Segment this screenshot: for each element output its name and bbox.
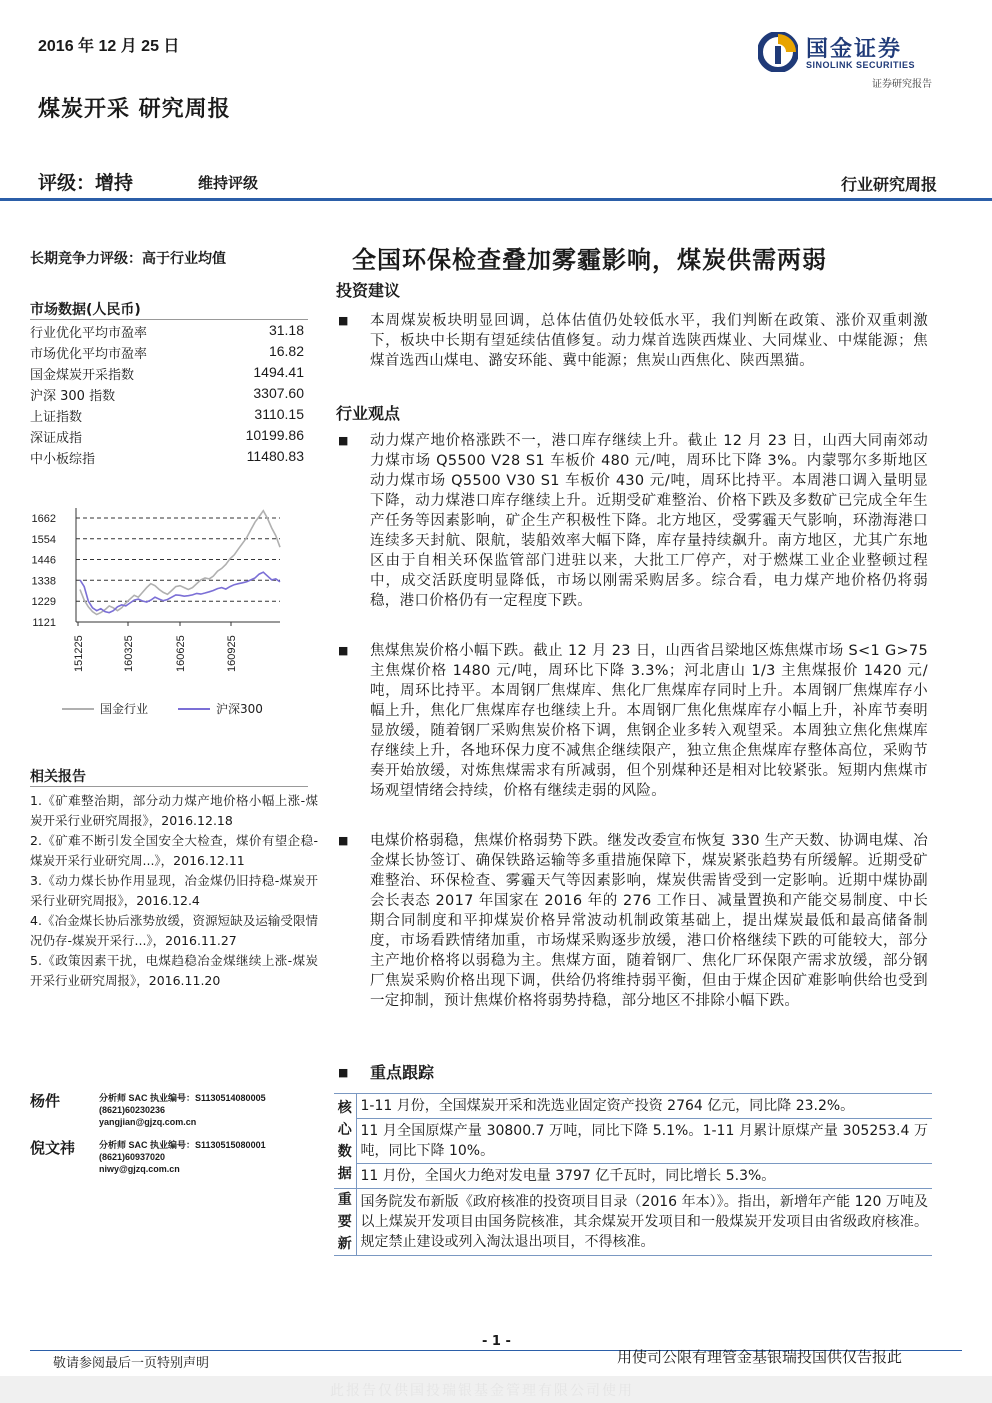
legend-label-industry: 国金行业 (100, 702, 149, 716)
investment-paragraph: 本周煤炭板块明显回调，总体估值仍处较低水平，我们判断在政策、涨价双重刺激下，板块中长期有望延续估值修复。动力煤首选陕西煤业、大同煤业、中煤能源；焦煤首选西山煤电、潞安环能、冀中能源；焦炭山西焦化、陕西黑猫。 (370, 313, 928, 369)
table-cell: 1-11 月份，全国煤炭开采和洗选业固定资产投资 2764 亿元，同比降 23.2%。 (356, 1094, 932, 1119)
section-heading-focus: 重点跟踪 (370, 1063, 435, 1082)
market-data-value: 10199.86 (245, 427, 304, 443)
group-label-char: 新 (337, 1236, 352, 1252)
x-tick-label: 160925 (226, 635, 238, 672)
section-heading-view: 行业观点 (336, 404, 401, 423)
analyst-license: 分析师 SAC 执业编号：S1130515080001 (99, 1140, 266, 1150)
legend-label-hs300: 沪深300 (216, 702, 263, 716)
footer-right-text: 用使司公限有理管金基银瑞投国供仅告报此 (617, 1348, 903, 1366)
market-data-row (30, 343, 304, 364)
bullet-icon: ■ (338, 644, 349, 657)
analyst-phone: (8621)60937020 (99, 1152, 166, 1162)
y-tick-label: 1662 (31, 513, 56, 525)
x-tick-label: 160625 (175, 635, 187, 672)
report-category: 煤炭开采 研究周报 (38, 96, 231, 122)
related-reports-list (30, 791, 318, 991)
market-data-label: 市场优化平均市盈率 (30, 347, 148, 362)
y-tick-label: 1338 (31, 575, 56, 588)
analyst-email[interactable]: yangjian@gjzq.com.cn (99, 1117, 197, 1127)
group-label-char: 核 (337, 1100, 352, 1116)
market-data-value: 11480.83 (246, 448, 304, 464)
legend-swatch-hs300 (178, 708, 210, 710)
rating-action: 维持评级 (198, 174, 259, 192)
analyst-info (99, 1092, 266, 1128)
market-data-label: 深证成指 (30, 431, 83, 446)
watermark-text: 此报告仅供国投瑞银基金管理有限公司使用 (330, 1383, 634, 1399)
x-tick-label: 151225 (73, 635, 85, 672)
table-row (334, 1094, 932, 1119)
page-number: - 1 - (482, 1334, 511, 1349)
series-line-industry (80, 511, 280, 615)
analyst-info (99, 1139, 266, 1175)
related-reports-title: 相关报告 (30, 769, 86, 785)
market-data-row (30, 427, 304, 448)
view-paragraph-power-coal: 电煤价格弱稳，焦煤价格弱势下跌。继发改委宣布恢复 330 生产天数、协调电煤、冶金煤长协签订、确保铁路运输等多重措施保障下，煤炭紧张趋势有所缓解。近期受矿难整治、环保检查、雾霾天气等因素影响，煤炭供需皆受到一定影响。近期中煤协副会长表态 2017 年国家在 2016 年的 276 工作日、减量置换和产能交易制度、中长期合同制度和平抑煤炭价格异常波动机制政策基础上，提出煤炭最低和最高储备制度，市场看跌情绪加重，市场煤采购逐步放缓，港口价格继续下跌的可能较大，部分主产地价格将以弱稳为主。焦煤方面，随着钢厂、焦化厂环保限产需求放缓，部分钢厂焦炭采购价格出现下调，供给仍将维持弱平衡，但由于煤企因矿难影响供给也受到一定抑制，预计焦煤价格将弱势持稳，部分地区不排除小幅下跌。 (370, 833, 928, 1009)
analyst-card (30, 1137, 320, 1177)
focus-table (334, 1093, 932, 1256)
footer-disclaimer: 敬请参阅最后一页特别声明 (53, 1356, 210, 1371)
market-data-value: 16.82 (268, 343, 304, 359)
long-term-rating: 长期竞争力评级：高于行业均值 (30, 251, 226, 267)
group-label-important-news (334, 1189, 356, 1256)
analyst-license: 分析师 SAC 执业编号：S1130514080005 (99, 1093, 266, 1103)
market-data-row (30, 322, 304, 343)
report-date: 2016 年 12 月 25 日 (38, 38, 180, 55)
chart-legend (62, 700, 263, 717)
market-data-label: 上证指数 (30, 410, 83, 425)
related-reports-divider (30, 786, 308, 787)
market-data-row (30, 448, 304, 469)
group-label-char: 心 (337, 1122, 352, 1138)
view-paragraph-thermal-coal: 动力煤产地价格涨跌不一，港口库存继续上升。截止 12 月 23 日，山西大同南郊动力煤市场 Q5500 V28 S1 车板价 480 元/吨，周环比下降 3%。内蒙鄂尔多斯地区动力煤市场 Q5500 V30 S1 车板价 430 元/吨，周环比持平。本周港口调入量明显下降，动力煤港口库存继续上升。近期受矿难整治、价格下跌及多数矿已完成全年生产任务等因素影响，矿企生产积极性下降。北方地区，受雾霾天气影响，环渤海港口连续多天封航、限航，装船效率大幅下降，库存量持续飙升。南方地区，尤其广东地区由于自相关环保监管部门进驻以来，大批工厂停产，对于燃煤工业企业整顿过程中，成交活跃度明显降低，市场以刚需采购居多。综合看，电力煤产地价格仍将弱稳，港口价格仍有一定程度下跌。 (370, 433, 928, 609)
market-data-value: 1494.41 (253, 364, 304, 380)
legend-swatch-industry (62, 708, 94, 710)
group-label-char: 据 (337, 1166, 352, 1182)
market-data-value: 3307.60 (253, 385, 304, 401)
market-data-label: 中小板综指 (30, 452, 96, 467)
bullet-icon: ■ (338, 834, 349, 847)
bullet-icon: ■ (338, 1066, 349, 1079)
y-tick-label: 1446 (31, 554, 56, 567)
logo-english-name: SINOLINK SECURITIES (806, 60, 916, 70)
related-report-link[interactable]: 4.《冶金煤长协后涨势放缓，资源短缺及运输受限情况仍存-煤炭开采行...》，2016.11.27 (30, 913, 318, 948)
group-label-char: 数 (337, 1144, 352, 1160)
analyst-name: 倪文祎 (30, 1139, 76, 1157)
section-heading-investment: 投资建议 (336, 281, 401, 300)
group-label-char: 要 (337, 1214, 352, 1230)
report-title: 全国环保检查叠加雾霾影响，煤炭供需两弱 (352, 245, 827, 274)
company-logo (758, 30, 948, 90)
analyst-email[interactable]: niwy@gjzq.com.cn (99, 1164, 180, 1174)
group-label-core-data (334, 1094, 356, 1189)
analyst-phone: (8621)60230236 (99, 1105, 166, 1115)
related-report-link[interactable]: 5.《政策因素干扰，电煤趋稳冶金煤继续上涨-煤炭开采行业研究周报》，2016.11.20 (30, 953, 318, 988)
related-report-link[interactable]: 2.《矿难不断引发全国安全大检查，煤价有望企稳-煤炭开采行业研究周...》，2016.12.11 (30, 833, 318, 868)
market-data-title: 市场数据(人民币) (30, 302, 141, 318)
table-cell: 11 月份，全国火力绝对发电量 3797 亿千瓦时，同比增长 5.3%。 (356, 1164, 932, 1189)
analyst-name: 杨件 (30, 1092, 61, 1110)
market-data-label: 沪深 300 指数 (30, 389, 116, 404)
market-data-value: 3110.15 (254, 406, 304, 422)
market-data-row (30, 364, 304, 385)
table-cell: 11 月全国原煤产量 30800.7 万吨，同比下降 5.1%。1-11 月累计原煤产量 305253.4 万吨，同比下降 10%。 (356, 1119, 932, 1164)
market-data-divider (30, 319, 308, 320)
market-data-label: 国金煤炭开采指数 (30, 368, 135, 383)
logo-subtitle: 证券研究报告 (872, 79, 932, 90)
related-report-link[interactable]: 1.《矿难整治期，部分动力煤产地价格小幅上涨-煤炭开采行业研究周报》，2016.12.18 (30, 793, 318, 828)
market-data-row (30, 406, 304, 427)
bullet-icon: ■ (338, 434, 349, 447)
analyst-card (30, 1090, 320, 1130)
table-row (334, 1189, 932, 1256)
bullet-icon: ■ (338, 314, 349, 327)
rating: 评级：增持 (38, 172, 134, 194)
table-row (334, 1164, 932, 1189)
y-tick-label: 1121 (32, 617, 56, 629)
index-performance-chart (26, 498, 318, 698)
y-tick-label: 1554 (31, 533, 56, 546)
table-row (334, 1119, 932, 1164)
group-label-char: 重 (337, 1192, 352, 1208)
report-type: 行业研究周报 (840, 175, 937, 194)
table-cell: 国务院发布新版《政府核准的投资项目目录（2016 年本）》。指出，新增年产能 120 万吨及以上煤炭开发项目由国务院核准，其余煤炭开发项目和一般煤炭开发项目由省级政府核准。规定禁止建设或列入淘汰退出项目，不得核准。 (356, 1189, 932, 1256)
market-data-value: 31.18 (268, 322, 304, 338)
x-tick-label: 160325 (123, 635, 135, 672)
market-data-row (30, 385, 304, 406)
y-tick-label: 1229 (31, 596, 56, 609)
market-data-label: 行业优化平均市盈率 (30, 326, 148, 341)
header-divider (0, 198, 992, 201)
view-paragraph-coking-coal: 焦煤焦炭价格小幅下跌。截止 12 月 23 日，山西省吕梁地区炼焦煤市场 S<1 G>75 主焦煤价格 1480 元/吨，周环比下降 3.3%；河北唐山 1/3 主焦煤报价 1420 元/吨，周环比持平。本周钢厂焦煤库、焦化厂焦煤库存同时上升。本周钢厂焦煤库存小幅上升，焦化厂焦煤库存也继续上升。本周钢厂焦化焦煤库存小幅上升，补库节奏明显放缓，随着钢厂采购焦炭价格下调，焦钢企业多转入观望采。本周独立焦化焦煤库存继续上升，各地环保力度不减焦企继续限产，独立焦企焦煤库存整体高位，采购节奏开始放缓，对炼焦煤需求有所减弱，但个别煤种还是相对比较紧张。短期内焦煤市场观望情绪会持续，价格有继续走弱的风险。 (370, 643, 928, 799)
logo-chinese-name: 国金证券 (806, 37, 903, 62)
logo-mark-icon (758, 32, 798, 72)
related-report-link[interactable]: 3.《动力煤长协作用显现，冶金煤仍旧持稳-煤炭开采行业研究周报》，2016.12.4 (30, 873, 318, 908)
